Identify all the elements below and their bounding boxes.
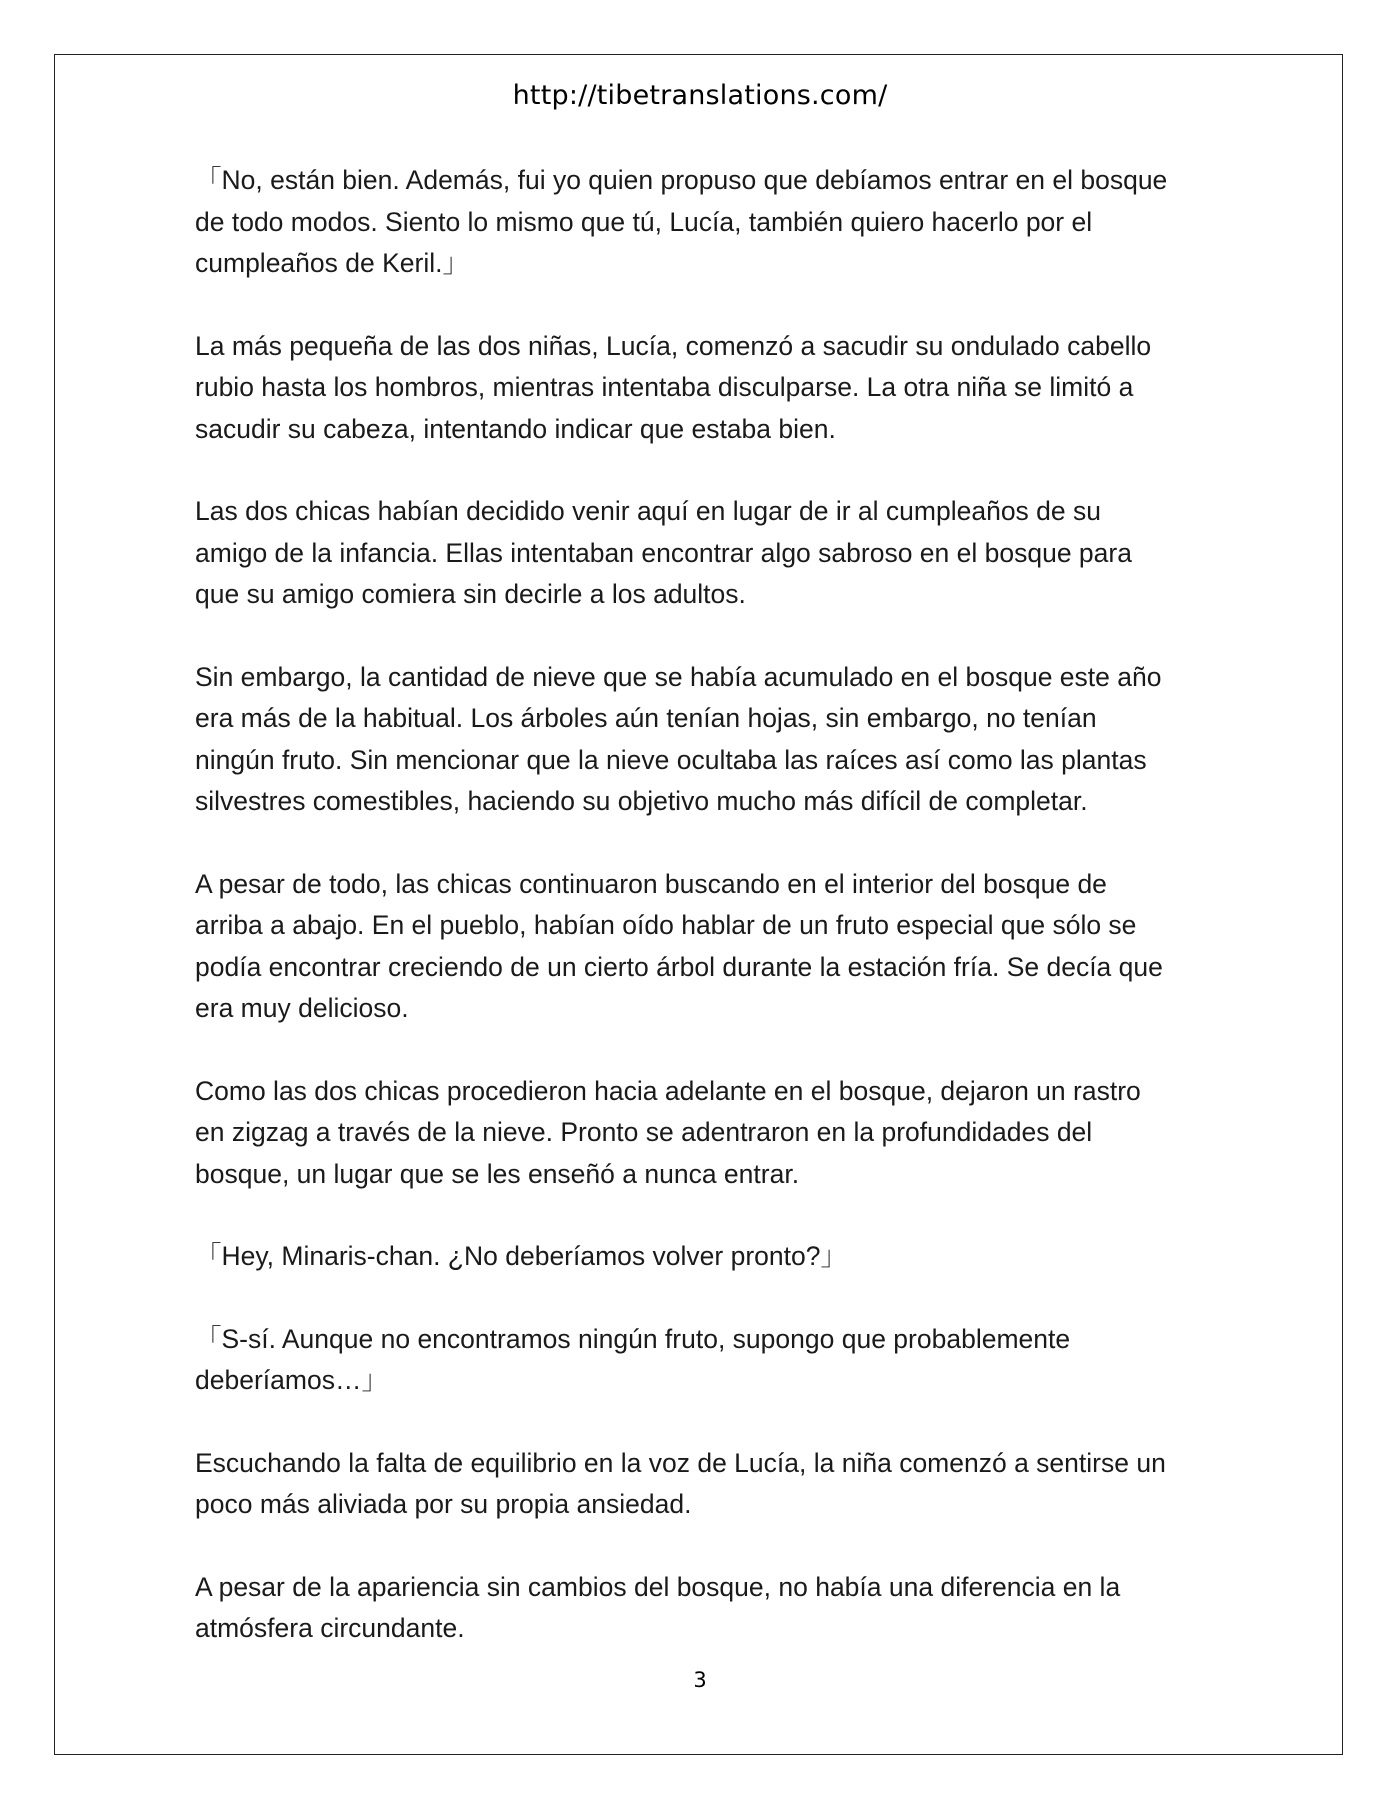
- paragraph-7: 「Hey, Minaris-chan. ¿No deberíamos volver pronto?」: [195, 1241, 847, 1271]
- paragraph-5: A pesar de todo, las chicas continuaron buscando en el interior del bosque de arriba a abajo. En el pueblo, habían oído hablar de un fruto especial que sólo se podía encontrar creciendo de un cierto árbol durante la estación fría. Se decía que era muy delicioso.: [195, 868, 1163, 1023]
- document-body: [195, 160, 1230, 1650]
- paragraph-1: 「No, están bien. Además, fui yo quien propuso que debíamos entrar en el bosque de todo modos. Siento lo mismo que tú, Lucía, también quiero hacerlo por el cumpleaños de Keril.」: [195, 165, 1168, 278]
- paragraph-10: A pesar de la apariencia sin cambios del bosque, no había una diferencia en la atmósfera circundante.: [195, 1571, 1121, 1643]
- paragraph-4: Sin embargo, la cantidad de nieve que se había acumulado en el bosque este año era más de la habitual. Los árboles aún tenían hojas, sin embargo, no tenían ningún fruto. Sin mencionar que la nieve ocultaba las raíces así como las plantas silvestres comestibles, haciendo su objetivo mucho más difícil de completar.: [195, 661, 1162, 816]
- paragraph-3: Las dos chicas habían decidido venir aquí en lugar de ir al cumpleaños de su amigo de la infancia. Ellas intentaban encontrar algo sabroso en el bosque para que su amigo comiera sin decirle a los adultos.: [195, 496, 1132, 609]
- paragraph-8: 「S-sí. Aunque no encontramos ningún fruto, supongo que probablemente deberíamos…」: [195, 1323, 1071, 1395]
- page-number: 3: [693, 1668, 707, 1692]
- paragraph-6: Como las dos chicas procedieron hacia adelante en el bosque, dejaron un rastro en zigzag a través de la nieve. Pronto se adentraron en la profundidades del bosque, un lugar que se les enseñó a nunca entrar.: [195, 1075, 1141, 1189]
- paragraph-9: Escuchando la falta de equilibrio en la voz de Lucía, la niña comenzó a sentirse un poco más aliviada por su propia ansiedad.: [195, 1447, 1166, 1519]
- paragraph-2: La más pequeña de las dos niñas, Lucía, comenzó a sacudir su ondulado cabello rubio hasta los hombros, mientras intentaba disculparse. La otra niña se limitó a sacudir su cabeza, intentando indicar que estaba bien.: [195, 330, 1152, 444]
- header-url: http://tibetranslations.com/: [512, 80, 888, 111]
